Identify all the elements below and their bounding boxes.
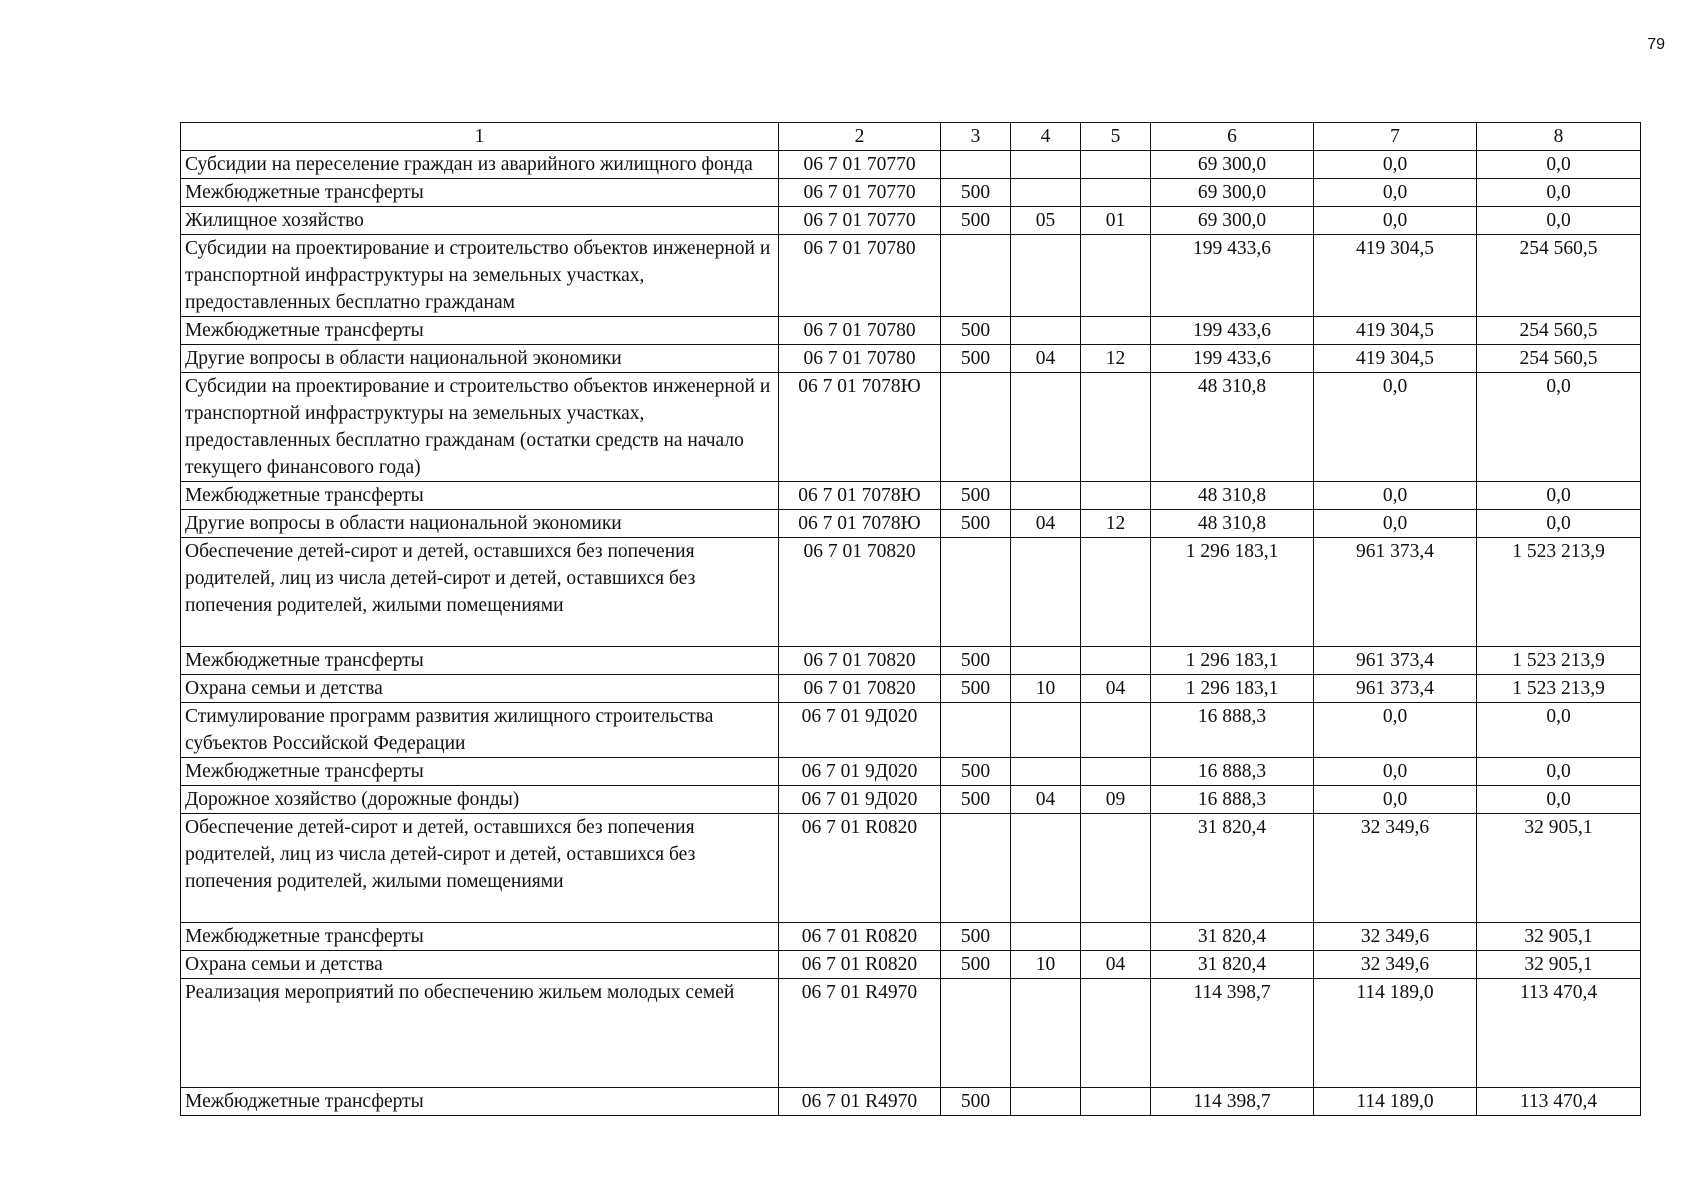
table-row: [181, 151, 1641, 179]
target-article-cell: 06 7 01 9Д020: [779, 703, 941, 758]
table-row: [181, 207, 1641, 235]
target-article-cell: 06 7 01 9Д020: [779, 758, 941, 786]
column-header: 5: [1081, 123, 1151, 151]
row-name-cell: Обеспечение детей-сирот и детей, оставшихся без попечения родителей, лиц из числа детей-сирот и детей, оставшихся без попечения родителей, жилыми помещениями: [181, 538, 779, 647]
target-article-cell: 06 7 01 R4970: [779, 979, 941, 1088]
row-name-cell: Субсидии на проектирование и строительство объектов инженерной и транспортной инфраструктуры на земельных участках, предоставленных бесплатно гражданам (остатки средств на начало текущего финансового года): [181, 373, 779, 482]
amount-col8-cell: 254 560,5: [1477, 235, 1641, 317]
amount-col8-cell: 32 905,1: [1477, 814, 1641, 923]
expense-type-cell: 500: [941, 758, 1011, 786]
amount-col8-cell: 0,0: [1477, 758, 1641, 786]
amount-col6-cell: 16 888,3: [1151, 758, 1314, 786]
column-header: 8: [1477, 123, 1641, 151]
table-row: [181, 235, 1641, 317]
target-article-cell: 06 7 01 70780: [779, 345, 941, 373]
amount-col7-cell: 961 373,4: [1314, 647, 1477, 675]
subsection-cell: 04: [1081, 951, 1151, 979]
subsection-cell: [1081, 758, 1151, 786]
row-name-cell: Реализация мероприятий по обеспечению жильем молодых семей: [181, 979, 779, 1088]
target-article-cell: 06 7 01 70770: [779, 207, 941, 235]
expense-type-cell: [941, 373, 1011, 482]
section-cell: [1011, 703, 1081, 758]
column-header: 6: [1151, 123, 1314, 151]
amount-col6-cell: 199 433,6: [1151, 235, 1314, 317]
expense-type-cell: 500: [941, 951, 1011, 979]
subsection-cell: 01: [1081, 207, 1151, 235]
expense-type-cell: 500: [941, 510, 1011, 538]
section-cell: [1011, 179, 1081, 207]
table-row: [181, 373, 1641, 482]
table-row: [181, 647, 1641, 675]
amount-col8-cell: 0,0: [1477, 179, 1641, 207]
amount-col7-cell: 0,0: [1314, 758, 1477, 786]
amount-col8-cell: 0,0: [1477, 373, 1641, 482]
subsection-cell: [1081, 1088, 1151, 1116]
amount-col8-cell: 0,0: [1477, 510, 1641, 538]
row-name-cell: Другие вопросы в области национальной экономики: [181, 510, 779, 538]
expense-type-cell: 500: [941, 786, 1011, 814]
amount-col8-cell: 113 470,4: [1477, 979, 1641, 1088]
section-cell: 04: [1011, 786, 1081, 814]
amount-col8-cell: 1 523 213,9: [1477, 675, 1641, 703]
section-cell: 04: [1011, 345, 1081, 373]
target-article-cell: 06 7 01 70770: [779, 179, 941, 207]
section-cell: [1011, 482, 1081, 510]
amount-col7-cell: 0,0: [1314, 510, 1477, 538]
amount-col8-cell: 1 523 213,9: [1477, 647, 1641, 675]
amount-col8-cell: 32 905,1: [1477, 923, 1641, 951]
table-row: [181, 482, 1641, 510]
column-header: 3: [941, 123, 1011, 151]
target-article-cell: 06 7 01 7078Ю: [779, 510, 941, 538]
table-row: [181, 179, 1641, 207]
row-name-cell: Стимулирование программ развития жилищного строительства субъектов Российской Федерации: [181, 703, 779, 758]
row-name-cell: Межбюджетные трансферты: [181, 923, 779, 951]
expense-type-cell: 500: [941, 482, 1011, 510]
expense-type-cell: 500: [941, 207, 1011, 235]
target-article-cell: 06 7 01 7078Ю: [779, 482, 941, 510]
table-row: [181, 510, 1641, 538]
section-cell: 05: [1011, 207, 1081, 235]
subsection-cell: [1081, 482, 1151, 510]
section-cell: 04: [1011, 510, 1081, 538]
amount-col8-cell: 254 560,5: [1477, 345, 1641, 373]
table-row: [181, 703, 1641, 758]
row-name-cell: Межбюджетные трансферты: [181, 647, 779, 675]
table-row: [181, 951, 1641, 979]
amount-col7-cell: 961 373,4: [1314, 538, 1477, 647]
amount-col8-cell: 0,0: [1477, 207, 1641, 235]
table-row: [181, 758, 1641, 786]
amount-col7-cell: 419 304,5: [1314, 235, 1477, 317]
expense-type-cell: 500: [941, 179, 1011, 207]
table-row: [181, 786, 1641, 814]
subsection-cell: [1081, 814, 1151, 923]
target-article-cell: 06 7 01 70820: [779, 647, 941, 675]
row-name-cell: Жилищное хозяйство: [181, 207, 779, 235]
row-name-cell: Межбюджетные трансферты: [181, 1088, 779, 1116]
expense-type-cell: [941, 814, 1011, 923]
row-name-cell: Межбюджетные трансферты: [181, 179, 779, 207]
subsection-cell: [1081, 373, 1151, 482]
subsection-cell: [1081, 317, 1151, 345]
amount-col8-cell: 0,0: [1477, 482, 1641, 510]
budget-table: [180, 122, 1641, 1116]
expense-type-cell: 500: [941, 923, 1011, 951]
amount-col6-cell: 31 820,4: [1151, 814, 1314, 923]
subsection-cell: [1081, 703, 1151, 758]
table-row: [181, 814, 1641, 923]
expense-type-cell: 500: [941, 345, 1011, 373]
amount-col7-cell: 0,0: [1314, 482, 1477, 510]
section-cell: [1011, 647, 1081, 675]
amount-col7-cell: 0,0: [1314, 786, 1477, 814]
page-number: 79: [1647, 36, 1665, 53]
amount-col6-cell: 48 310,8: [1151, 482, 1314, 510]
expense-type-cell: [941, 979, 1011, 1088]
amount-col6-cell: 199 433,6: [1151, 345, 1314, 373]
expense-type-cell: 500: [941, 675, 1011, 703]
section-cell: [1011, 538, 1081, 647]
amount-col6-cell: 69 300,0: [1151, 179, 1314, 207]
target-article-cell: 06 7 01 7078Ю: [779, 373, 941, 482]
row-name-cell: Субсидии на проектирование и строительство объектов инженерной и транспортной инфраструктуры на земельных участках, предоставленных бесплатно гражданам: [181, 235, 779, 317]
table-row: [181, 923, 1641, 951]
table-row: [181, 345, 1641, 373]
amount-col7-cell: 32 349,6: [1314, 814, 1477, 923]
amount-col8-cell: 0,0: [1477, 151, 1641, 179]
row-name-cell: Другие вопросы в области национальной экономики: [181, 345, 779, 373]
row-name-cell: Дорожное хозяйство (дорожные фонды): [181, 786, 779, 814]
amount-col6-cell: 1 296 183,1: [1151, 647, 1314, 675]
section-cell: [1011, 151, 1081, 179]
row-name-cell: Обеспечение детей-сирот и детей, оставшихся без попечения родителей, лиц из числа детей-сирот и детей, оставшихся без попечения родителей, жилыми помещениями: [181, 814, 779, 923]
amount-col7-cell: 419 304,5: [1314, 317, 1477, 345]
section-cell: [1011, 373, 1081, 482]
expense-type-cell: 500: [941, 647, 1011, 675]
table-row: [181, 675, 1641, 703]
row-name-cell: Охрана семьи и детства: [181, 951, 779, 979]
subsection-cell: 12: [1081, 345, 1151, 373]
section-cell: [1011, 758, 1081, 786]
target-article-cell: 06 7 01 R0820: [779, 923, 941, 951]
row-name-cell: Межбюджетные трансферты: [181, 317, 779, 345]
amount-col6-cell: 114 398,7: [1151, 979, 1314, 1088]
amount-col6-cell: 199 433,6: [1151, 317, 1314, 345]
subsection-cell: [1081, 538, 1151, 647]
table-row: [181, 538, 1641, 647]
expense-type-cell: [941, 235, 1011, 317]
section-cell: [1011, 923, 1081, 951]
amount-col8-cell: 0,0: [1477, 786, 1641, 814]
subsection-cell: [1081, 923, 1151, 951]
subsection-cell: [1081, 235, 1151, 317]
column-header: 1: [181, 123, 779, 151]
subsection-cell: [1081, 151, 1151, 179]
amount-col7-cell: 32 349,6: [1314, 923, 1477, 951]
amount-col6-cell: 1 296 183,1: [1151, 675, 1314, 703]
column-header: 4: [1011, 123, 1081, 151]
column-number-row: [181, 123, 1641, 151]
expense-type-cell: [941, 703, 1011, 758]
amount-col7-cell: 0,0: [1314, 151, 1477, 179]
amount-col8-cell: 32 905,1: [1477, 951, 1641, 979]
expense-type-cell: 500: [941, 317, 1011, 345]
amount-col6-cell: 69 300,0: [1151, 151, 1314, 179]
amount-col8-cell: 254 560,5: [1477, 317, 1641, 345]
amount-col7-cell: 0,0: [1314, 373, 1477, 482]
amount-col7-cell: 114 189,0: [1314, 979, 1477, 1088]
target-article-cell: 06 7 01 R0820: [779, 951, 941, 979]
amount-col7-cell: 0,0: [1314, 207, 1477, 235]
target-article-cell: 06 7 01 70820: [779, 538, 941, 647]
column-header: 2: [779, 123, 941, 151]
row-name-cell: Субсидии на переселение граждан из аварийного жилищного фонда: [181, 151, 779, 179]
subsection-cell: [1081, 179, 1151, 207]
amount-col6-cell: 48 310,8: [1151, 510, 1314, 538]
amount-col7-cell: 419 304,5: [1314, 345, 1477, 373]
amount-col6-cell: 31 820,4: [1151, 951, 1314, 979]
target-article-cell: 06 7 01 R4970: [779, 1088, 941, 1116]
subsection-cell: 12: [1081, 510, 1151, 538]
amount-col6-cell: 48 310,8: [1151, 373, 1314, 482]
section-cell: [1011, 317, 1081, 345]
row-name-cell: Межбюджетные трансферты: [181, 482, 779, 510]
section-cell: [1011, 814, 1081, 923]
amount-col7-cell: 0,0: [1314, 179, 1477, 207]
row-name-cell: Межбюджетные трансферты: [181, 758, 779, 786]
amount-col6-cell: 114 398,7: [1151, 1088, 1314, 1116]
section-cell: [1011, 979, 1081, 1088]
target-article-cell: 06 7 01 70820: [779, 675, 941, 703]
table-body: [181, 151, 1641, 1116]
section-cell: [1011, 235, 1081, 317]
section-cell: 10: [1011, 951, 1081, 979]
target-article-cell: 06 7 01 70780: [779, 317, 941, 345]
table-row: [181, 979, 1641, 1088]
subsection-cell: 09: [1081, 786, 1151, 814]
expense-type-cell: 500: [941, 1088, 1011, 1116]
section-cell: 10: [1011, 675, 1081, 703]
subsection-cell: 04: [1081, 675, 1151, 703]
target-article-cell: 06 7 01 70780: [779, 235, 941, 317]
row-name-cell: Охрана семьи и детства: [181, 675, 779, 703]
amount-col6-cell: 16 888,3: [1151, 703, 1314, 758]
expense-type-cell: [941, 151, 1011, 179]
amount-col7-cell: 114 189,0: [1314, 1088, 1477, 1116]
column-header: 7: [1314, 123, 1477, 151]
amount-col6-cell: 16 888,3: [1151, 786, 1314, 814]
expense-type-cell: [941, 538, 1011, 647]
target-article-cell: 06 7 01 70770: [779, 151, 941, 179]
subsection-cell: [1081, 647, 1151, 675]
target-article-cell: 06 7 01 R0820: [779, 814, 941, 923]
amount-col7-cell: 32 349,6: [1314, 951, 1477, 979]
table-row: [181, 1088, 1641, 1116]
amount-col6-cell: 69 300,0: [1151, 207, 1314, 235]
amount-col6-cell: 1 296 183,1: [1151, 538, 1314, 647]
amount-col7-cell: 0,0: [1314, 703, 1477, 758]
table-row: [181, 317, 1641, 345]
amount-col7-cell: 961 373,4: [1314, 675, 1477, 703]
amount-col8-cell: 113 470,4: [1477, 1088, 1641, 1116]
subsection-cell: [1081, 979, 1151, 1088]
amount-col8-cell: 0,0: [1477, 703, 1641, 758]
amount-col6-cell: 31 820,4: [1151, 923, 1314, 951]
target-article-cell: 06 7 01 9Д020: [779, 786, 941, 814]
section-cell: [1011, 1088, 1081, 1116]
amount-col8-cell: 1 523 213,9: [1477, 538, 1641, 647]
